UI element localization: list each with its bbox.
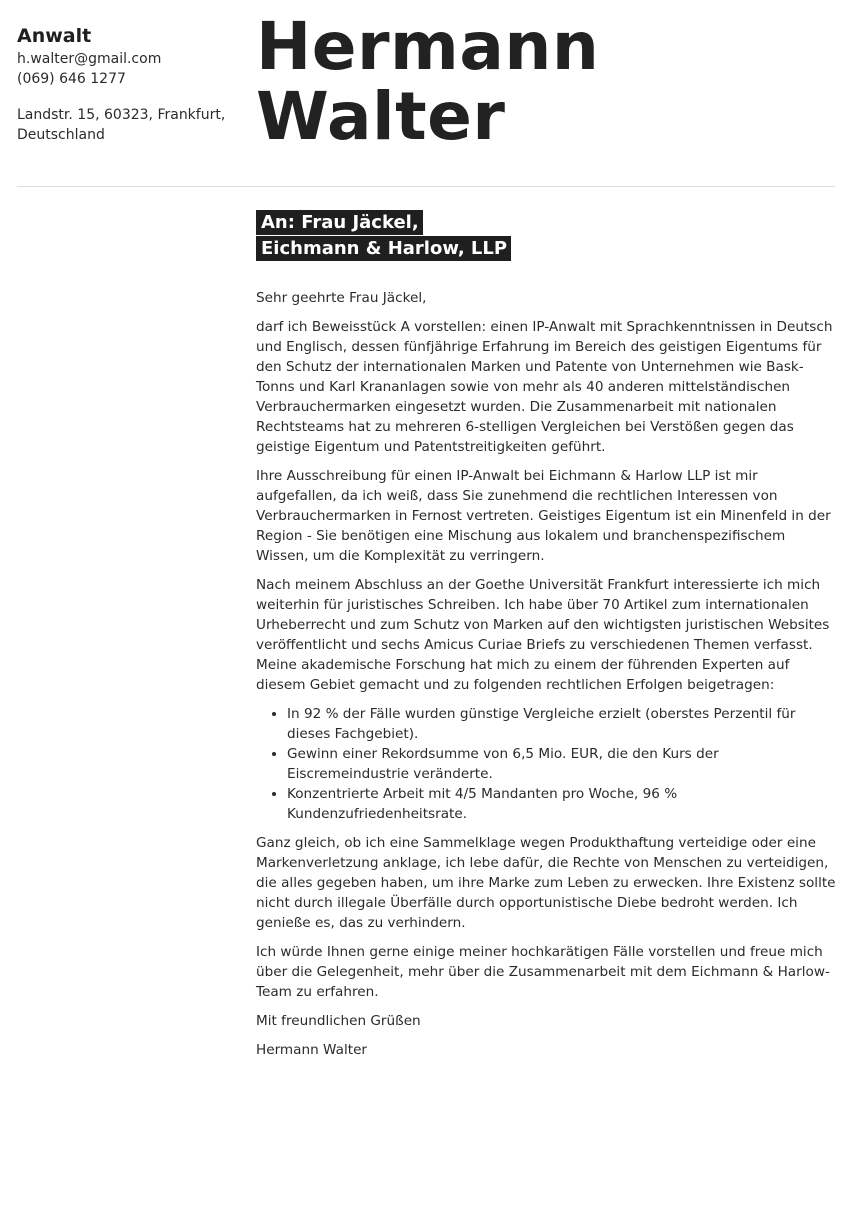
first-name: Hermann (256, 8, 600, 85)
paragraph: Nach meinem Abschluss an der Goethe Universität Frankfurt interessierte ich mich weiterhin für juristisches Schreiben. Ich habe über 70 Artikel zum internationalen Urheberrecht und zum Schutz von Marken auf den wichtigsten juristischen Websites veröffentlicht und sechs Amicus Curiae Briefs zu verschiedenen Themen verfasst. Meine akademische Forschung hat mich zu einem der führenden Experten auf diesem Gebiet gemacht und zu folgenden rechtlichen Erfolgen beigetragen: (256, 577, 830, 693)
email-address: h.walter@gmail.com (17, 51, 162, 67)
salutation: Sehr geehrte Frau Jäckel, (256, 290, 427, 306)
list-item: • In 92 % der Fälle wurden günstige Vergleiche erzielt (oberstes Perzentil für dieses Fachgebiet). (287, 704, 838, 744)
sign-off: Mit freundlichen Grüßen (256, 1013, 421, 1029)
phone-number: (069) 646 1277 (17, 71, 126, 87)
list-item: • Konzentrierte Arbeit mit 4/5 Mandanten pro Woche, 96 % Kundenzufriedenheitsrate. (287, 784, 838, 824)
paragraph: Ganz gleich, ob ich eine Sammelklage wegen Produkthaftung verteidige oder eine Markenverletzung anklage, ich lebe dafür, die Rechte von Menschen zu verteidigen, die alles gegeben haben, um ihre Marke zum Leben zu erwecken. Ihre Existenz sollte nicht durch illegale Überfälle durch opportunistische Diebe bedroht werden. Ich genieße es, das zu verhindern. (256, 835, 836, 931)
last-name: Walter (256, 78, 506, 155)
achievements-list (256, 704, 838, 824)
paragraph: Ich würde Ihnen gerne einige meiner hochkarätigen Fälle vorstellen und freue mich über die Gelegenheit, mehr über die Zusammenarbeit mit dem Eichmann & Harlow-Team zu erfahren. (256, 944, 830, 1000)
recipient-block (256, 210, 511, 262)
postal-address: Landstr. 15, 60323, Frankfurt, Deutschland (17, 107, 226, 143)
list-item: • Gewinn einer Rekordsumme von 6,5 Mio. EUR, die den Kurs der Eiscremeindustrie veränderte. (287, 744, 838, 784)
applicant-name (256, 8, 600, 155)
recipient-line-1: An: Frau Jäckel, (256, 210, 423, 235)
letter-text (256, 288, 838, 1060)
paragraph: darf ich Beweisstück A vorstellen: einen IP-Anwalt mit Sprachkenntnissen in Deutsch und Englisch, dessen fünfjährige Erfahrung im Bereich des geistigen Eigentums für den Schutz der internationalen Marken und Patente von Unternehmen wie Bask-Tonns und Karl Krananlagen sowie von mehr als 40 anderen mittelständischen Verbrauchermarken eingesetzt wurden. Die Zusammenarbeit mit nationalen Rechtsteams hat zu mehreren 6-stelligen Vergleichen bei Verstößen gegen das geistige Eigentum und Patentstreitigkeiten geführt. (256, 319, 833, 455)
recipient-line-2: Eichmann & Harlow, LLP (256, 236, 511, 261)
letter-body (256, 210, 838, 1069)
contact-sidebar (17, 24, 232, 145)
paragraph: Ihre Ausschreibung für einen IP-Anwalt bei Eichmann & Harlow LLP ist mir aufgefallen, da ich weiß, dass Sie zunehmend die rechtlichen Interessen von Verbrauchermarken in Fernost vertreten. Geistiges Eigentum ist ein Minenfeld in der Region - Sie benötigen eine Mischung aus lokalem und branchenspezifischem Wissen, um die Komplexität zu verringern. (256, 468, 831, 564)
signature: Hermann Walter (256, 1042, 368, 1058)
job-title: Anwalt (17, 25, 92, 47)
header-divider (17, 186, 835, 187)
